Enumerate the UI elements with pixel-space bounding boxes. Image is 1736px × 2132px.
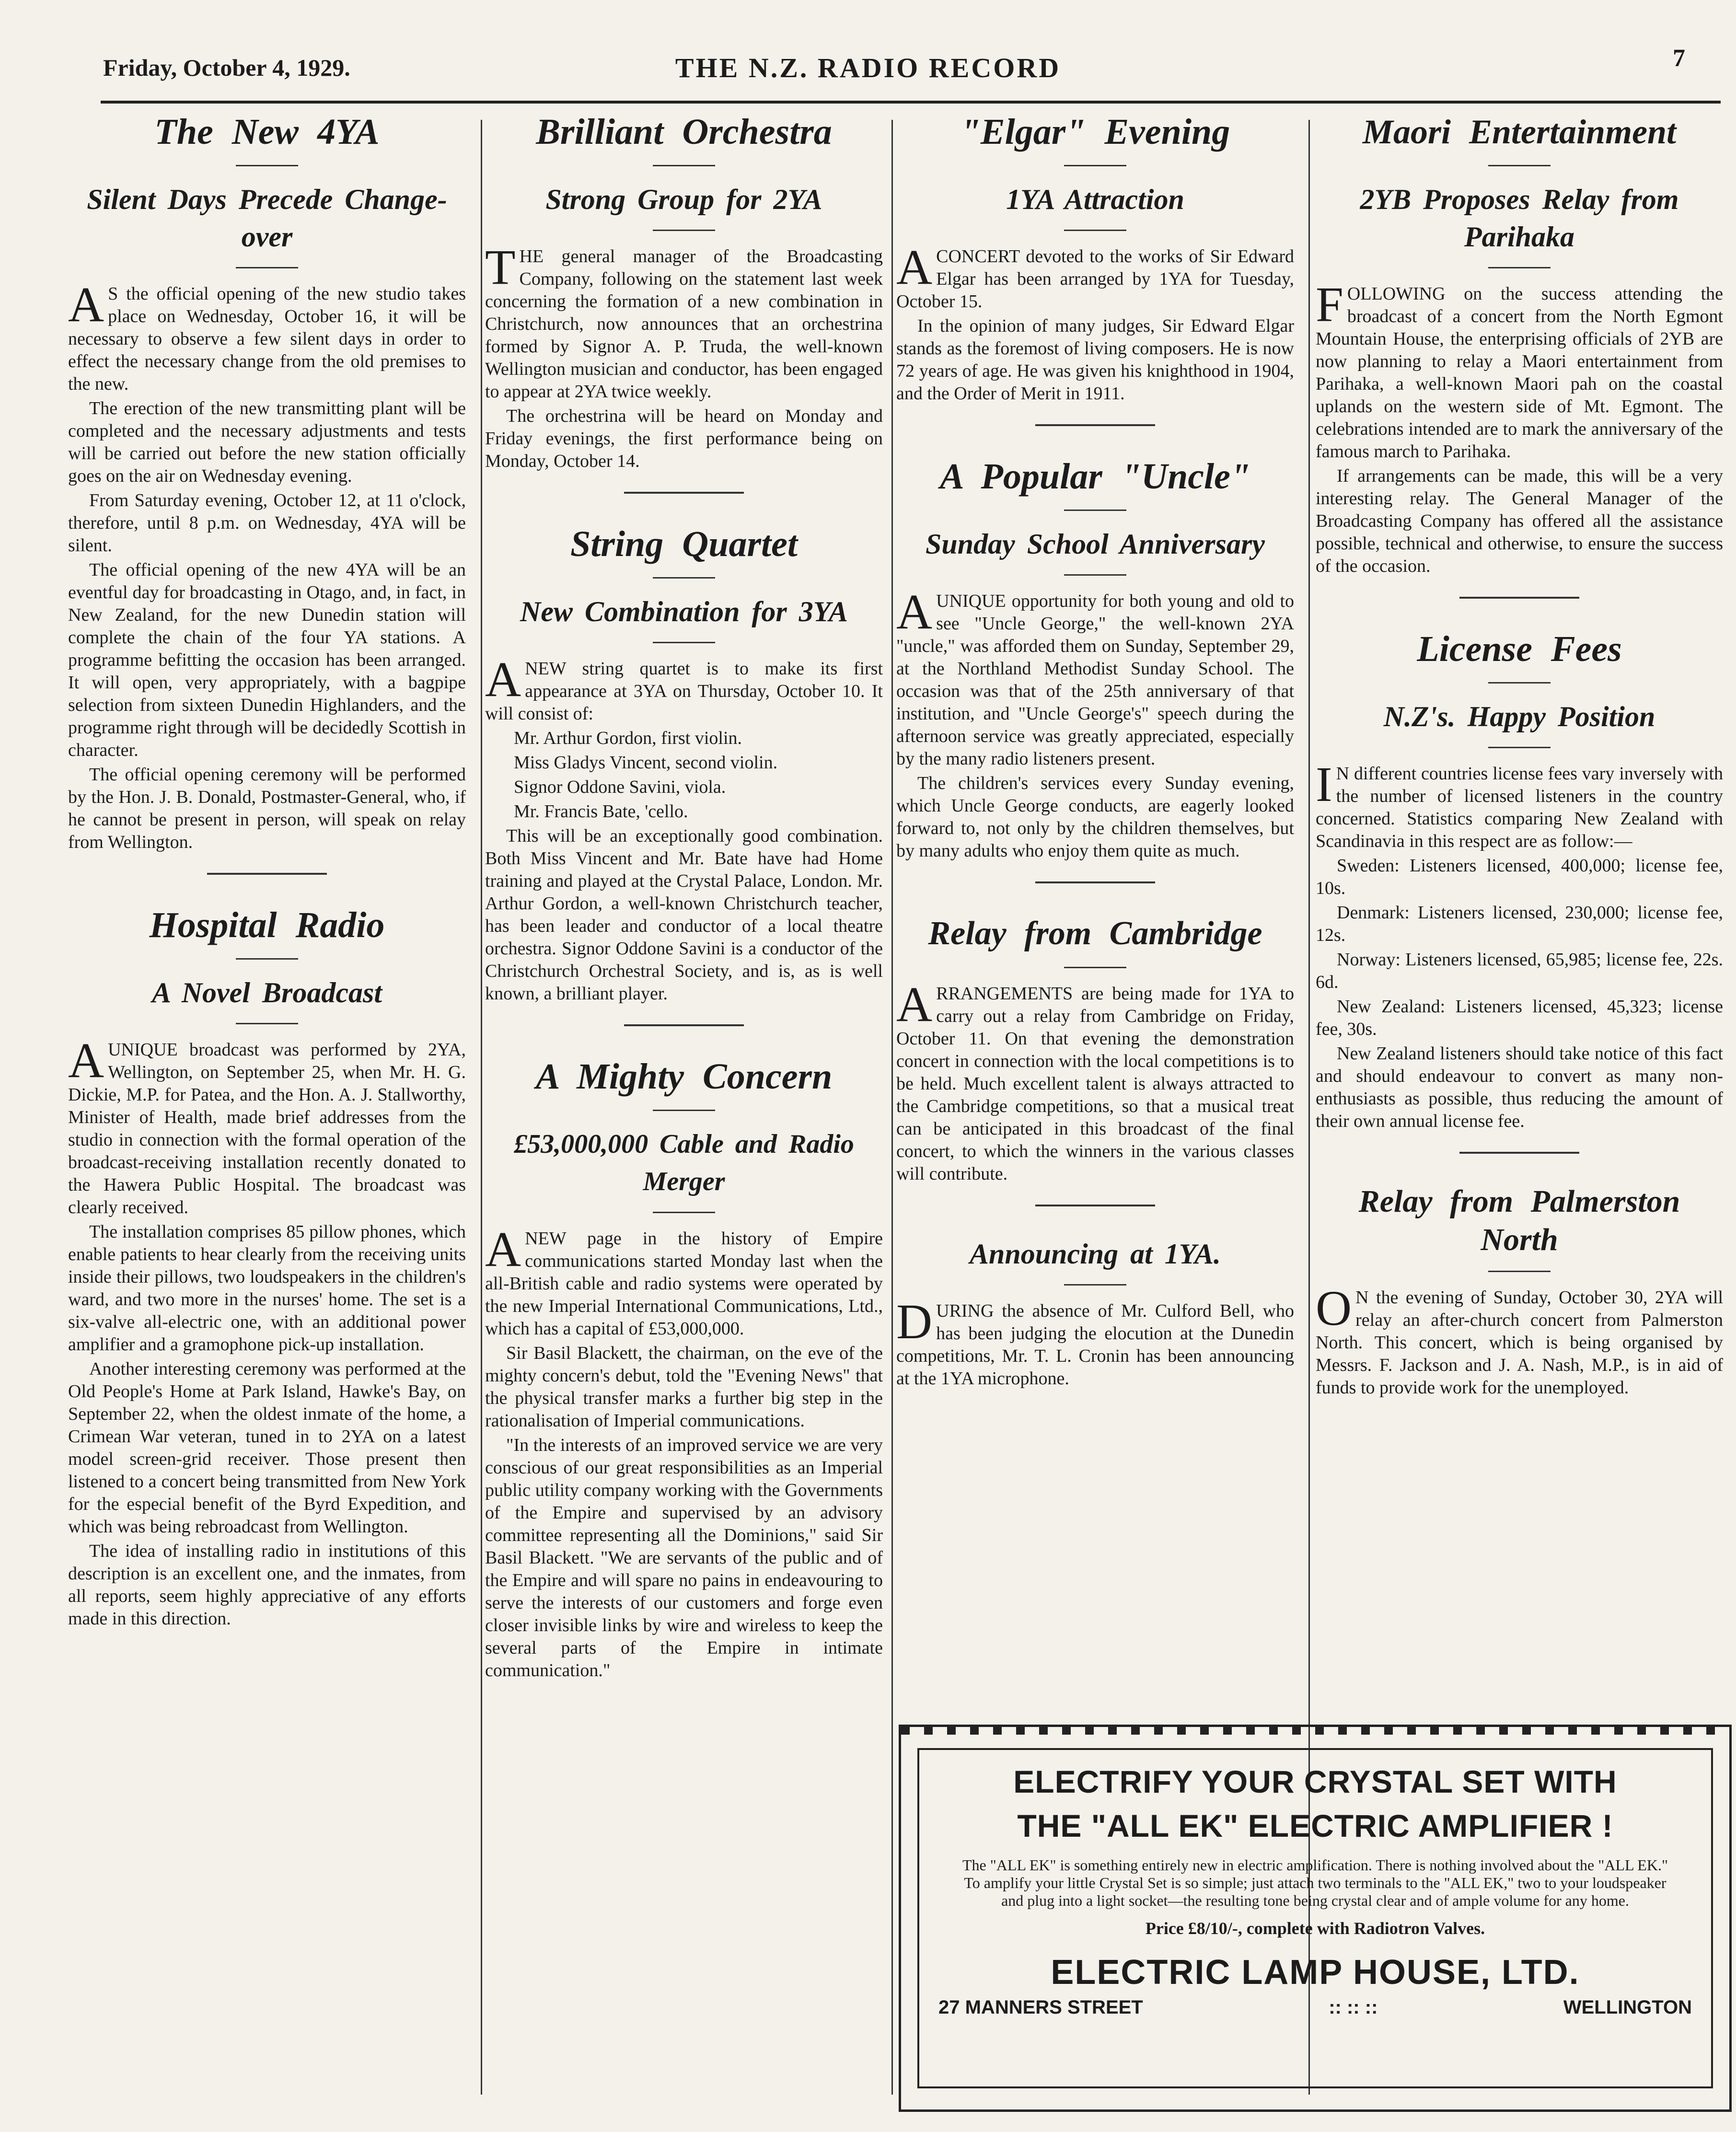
article-brilliant-orchestra	[485, 110, 883, 473]
ad-body: The "ALL EK" is something entirely new in electric amplification. There is nothing involved about the "ALL EK." To amplify your little Crystal Set is so simple; just attach two terminals to the "ALL EK," two to your loudspeaker and plug into a light socket—the resulting tone being crystal clear and of ample volume for any home.	[962, 1856, 1668, 1909]
article-paragraph: The official opening of the new 4YA will be an eventful day for broadcasting in Otago, and, in fact, in New Zealand, for the new Dunedin station will complete the chain of the four YA stations. A programme befitting the occasion has been arranged. It will open, very appropriately, with a bagpipe selection from sixteen Dunedin Highlanders, and the programme right through will be decidedly Scottish in character.	[68, 560, 466, 760]
article-license-fees	[1316, 627, 1723, 1133]
divider	[236, 958, 298, 960]
divider	[1488, 1271, 1551, 1272]
section-separator	[1459, 1152, 1579, 1154]
divider	[653, 642, 715, 643]
masthead-rule	[101, 101, 1721, 104]
article-headline: Announcing at 1YA.	[969, 1238, 1221, 1270]
article-subhead: A Novel Broadcast	[152, 977, 382, 1008]
article-paragraph: I N different countries license fees vary inversely with the number of licensed listeners in the country concerned. Statistics comparing New Zealand with Scandinavia in this respect are as follow:—	[1316, 757, 1723, 851]
divider	[653, 1212, 715, 1213]
article-paragraph: From Saturday evening, October 12, at 11 o'clock, therefore, until 8 p.m. on Wednesday, 4YA will be silent.	[68, 490, 466, 556]
divider	[1488, 747, 1551, 748]
article-headline: Relay from Cambridge	[928, 915, 1262, 952]
section-separator	[207, 873, 327, 875]
advertisement-frame	[917, 1748, 1713, 2088]
drop-cap: T	[485, 240, 516, 295]
article-headline: Maori Entertainment	[1362, 113, 1677, 151]
article-paragraph: ACONCERT devoted to the works of Sir Edward Elgar has been arranged by 1YA for Tuesday, October 15.	[896, 240, 1294, 312]
divider	[236, 1023, 298, 1024]
divider	[236, 165, 298, 166]
article-subhead: Silent Days Precede Change-over	[87, 184, 447, 253]
article-paragraph: A S the official opening of the new studio takes place on Wednesday, October 16, it will be necessary to observe a few silent days in order to effect the necessary change from the old premises to the new.	[68, 277, 466, 394]
article-paragraph: AUNIQUE opportunity for both young and old to see "Uncle George," the well-known 2YA "uncle," was afforded them on Sunday, September 29, at the Northland Methodist Sunday School. The occasion was that of the 25th anniversary of that institution, and "Uncle George's" speech during the afternoon service was greatly appreciated, especially by the many radio listeners present.	[896, 584, 1294, 769]
section-separator	[624, 1024, 744, 1026]
ad-address	[938, 1997, 1692, 2018]
drop-cap: A	[896, 977, 933, 1032]
section-separator	[1035, 1205, 1155, 1206]
drop-cap: A	[896, 584, 933, 639]
ad-street: 27 MANNERS STREET	[938, 1997, 1143, 2018]
divider	[1064, 1284, 1126, 1286]
divider	[236, 267, 298, 268]
quartet-member: Mr. Arthur Gordon, first violin.	[514, 728, 742, 748]
column-rule	[481, 120, 482, 2095]
article-paragraph: The children's services every Sunday evening, which Uncle George conducts, are eagerly looked forward to, not only by the children themselves, but by many adults who enjoy them quite as much.	[896, 773, 1294, 861]
article-headline: String Quartet	[570, 524, 798, 564]
article-headline: Hospital Radio	[149, 905, 385, 945]
article-paragraph: The erection of the new transmitting plant will be completed and the necessary adjustments and tests will be carried out before the new station officially goes on the air on Wednesday evening.	[68, 398, 466, 486]
divider	[1064, 967, 1126, 968]
divider	[1064, 574, 1126, 576]
article-subhead: 2YB Proposes Relay from Parihaka	[1360, 184, 1679, 253]
divider	[1064, 230, 1126, 231]
article-paragraph: ANEW string quartet is to make its first appearance at 3YA on Thursday, October 10. It will consist of:	[485, 652, 883, 724]
article-paragraph: O N the evening of Sunday, October 30, 2YA will relay an after-church concert from Palmerston North. This concert, which is being organised by Messrs. F. Jackson and J. A. Nash, M.P., is in aid of funds to provide work for the unemployed.	[1316, 1281, 1723, 1398]
drop-cap: A	[896, 240, 933, 295]
divider	[1064, 510, 1126, 511]
divider	[653, 165, 715, 166]
article-popular-uncle	[896, 455, 1294, 862]
divider	[653, 1110, 715, 1111]
article-paragraph: "In the interests of an improved service we are very conscious of our great responsibilities as an Imperial public utility company working with the Governments of the Empire and supervised by an advisory committee representing all the Dominions," said Sir Basil Blackett. "We are servants of the public and of the Empire and will spare no pains in endeavouring to serve the interests of our customers and forge even closer invisible links by wire and wireless to keep the several parts of the Empire in intimate communication."	[485, 1435, 883, 1680]
article-paragraph: The installation comprises 85 pillow phones, which enable patients to hear clearly from the receiving units inside their pillows, two loudspeakers in the children's ward, and two more in the nurses' home. The set is a six-valve all-electric one, with an additional power amplifier and a gramophone pick-up installation.	[68, 1222, 466, 1355]
drop-cap: A	[485, 652, 521, 707]
advertisement-all-ek	[899, 1725, 1732, 2112]
article-paragraph: This will be an exceptionally good combination. Both Miss Vincent and Mr. Bate have had Home training and played at the Crystal Palace, London. Mr. Arthur Gordon, a well-known Christchurch teacher, has been leader and conductor of a local theatre orchestra. Signor Oddone Savini is a conductor of the Christchurch Orchestral Society, and is, as is well known, a brilliant player.	[485, 826, 883, 1004]
ad-headline: ELECTRIFY YOUR CRYSTAL SET WITH THE "ALL EK" ELECTRIC AMPLIFIER !	[1013, 1764, 1617, 1843]
article-paragraph: If arrangements can be made, this will be a very interesting relay. The General Manager of the Broadcasting Company has offered all the assistance possible, technical and otherwise, to ensure the success of the occasion.	[1316, 466, 1723, 576]
article-paragraph: Another interesting ceremony was performed at the Old People's Home at Park Island, Hawke's Bay, on September 22, when the oldest inmate of the home, a Crimean War veteran, tuned in to 2YA on a latest model screen-grid receiver. Those present then listened to a concert being transmitted from New York for the especial benefit of the Byrd Expedition, and which was being rebroadcast from Wellington.	[68, 1359, 466, 1537]
article-announcing-1ya	[896, 1235, 1294, 1390]
divider	[1488, 165, 1551, 166]
article-headline: Relay from Palmerston North	[1358, 1184, 1680, 1257]
article-paragraph: DURING the absence of Mr. Culford Bell, who has been judging the elocution at the Dunedin competitions, Mr. T. L. Cronin has been announcing at the 1YA microphone.	[896, 1294, 1294, 1389]
ad-company: ELECTRIC LAMP HOUSE, LTD.	[1051, 1953, 1580, 1992]
section-separator	[1035, 424, 1155, 426]
article-paragraph: ARRANGEMENTS are being made for 1YA to carry out a relay from Cambridge on Friday, October 11. On that evening the demonstration concert in connection with the local competitions is to be held. Much excellent talent is always attracted to the Cambridge competitions, so that a musical treat can be anticipated in this broadcast of the final concert, to which the winners in the various classes will contribute.	[896, 977, 1294, 1184]
article-headline: A Popular "Uncle"	[940, 456, 1250, 497]
issue-date: Friday, October 4, 1929.	[103, 54, 350, 81]
drop-cap: I	[1316, 757, 1332, 812]
quartet-member: Mr. Francis Bate, 'cello.	[514, 801, 688, 822]
ad-city: WELLINGTON	[1563, 1997, 1692, 2018]
article-subhead: Strong Group for 2YA	[545, 184, 822, 215]
article-headline: License Fees	[1417, 629, 1622, 669]
article-paragraph: Sir Basil Blackett, the chairman, on the eve of the mighty concern's debut, told the "Evening News" that the physical transfer marks a further big step in the rationalisation of Imperial communications.	[485, 1343, 883, 1431]
article-headline: "Elgar" Evening	[960, 112, 1230, 152]
drop-cap: A	[485, 1222, 521, 1277]
article-string-quartet	[485, 522, 883, 1005]
divider	[1488, 682, 1551, 684]
section-separator	[624, 492, 744, 494]
article-paragraph: AUNIQUE broadcast was performed by 2YA, Wellington, on September 25, when Mr. H. G. Dickie, M.P. for Patea, and the Hon. A. J. Stallworthy, Minister of Health, made brief addresses from the studio in connection with the formal operation of the broadcast-receiving installation recently donated to the Hawera Public Hospital. The broadcast was clearly received.	[68, 1033, 466, 1217]
masthead	[0, 0, 1736, 110]
article-maori-entertainment	[1316, 110, 1723, 578]
article-subhead: Sunday School Anniversary	[926, 528, 1265, 560]
drop-cap: A	[68, 1033, 104, 1088]
article-subhead: New Combination for 3YA	[520, 596, 848, 627]
divider	[653, 230, 715, 231]
article-paragraph: THE general manager of the Broadcasting Company, following on the statement last week concerning the formation of a new combination in Christchurch, now announces that an orchestrina formed by Signor A. P. Truda, the well-known Wellington musician and conductor, has been engaged to appear at 2YA twice weekly.	[485, 240, 883, 402]
drop-cap: A	[68, 277, 104, 332]
article-paragraph: In the opinion of many judges, Sir Edward Elgar stands as the foremost of living composers. He is now 72 years of age. He was given his knighthood in 1904, and the Order of Merit in 1911.	[896, 316, 1294, 404]
license-stat-new-zealand: New Zealand: Listeners licensed, 45,323; license fee, 30s.	[1316, 996, 1723, 1039]
column-1	[68, 110, 466, 2123]
license-stat-norway: Norway: Listeners licensed, 65,985; license fee, 22s. 6d.	[1316, 950, 1723, 992]
article-headline: Brilliant Orchestra	[536, 112, 832, 152]
article-subhead: £53,000,000 Cable and Radio Merger	[514, 1129, 854, 1196]
article-headline: The New 4YA	[154, 112, 380, 152]
quartet-member: Signor Oddone Savini, viola.	[514, 777, 726, 797]
article-new-4ya	[68, 110, 466, 854]
license-stat-sweden: Sweden: Listeners licensed, 400,000; license fee, 10s.	[1316, 856, 1723, 898]
drop-cap: F	[1316, 277, 1343, 332]
divider	[1064, 165, 1126, 166]
section-separator	[1035, 881, 1155, 883]
article-paragraph: FOLLOWING on the success attending the broadcast of a concert from the North Egmont Mountain House, the enterprising officials of 2YB are now planning to relay a Maori entertainment from Parihaka, a well-known Maori pah on the coastal uplands on the western side of Mt. Egmont. The celebrations intended are to mark the anniversary of the famous march to Parihaka.	[1316, 277, 1723, 462]
article-paragraph: The official opening ceremony will be performed by the Hon. J. B. Donald, Postmaster-General, who, if he cannot be present in person, will speak on relay from Wellington.	[68, 765, 466, 852]
article-paragraph: The idea of installing radio in institutions of this description is an excellent one, and the inmates, from all reports, seem highly appreciative of any efforts made in this direction.	[68, 1541, 466, 1629]
drop-cap: O	[1316, 1281, 1352, 1336]
divider	[1488, 267, 1551, 268]
page-number: 7	[1673, 45, 1685, 72]
article-subhead: 1YA Attraction	[1006, 184, 1184, 215]
quartet-member: Miss Gladys Vincent, second violin.	[514, 753, 778, 773]
article-paragraph: The orchestrina will be heard on Monday and Friday evenings, the first performance being on Monday, October 14.	[485, 406, 883, 471]
article-mighty-concern	[485, 1055, 883, 1682]
section-separator	[1459, 597, 1579, 599]
divider	[653, 577, 715, 579]
article-relay-palmerston	[1316, 1182, 1723, 1399]
ad-separator-dots: :: :: ::	[1329, 1997, 1378, 2018]
article-elgar-evening	[896, 110, 1294, 405]
article-subhead: N.Z's. Happy Position	[1383, 701, 1655, 732]
article-relay-cambridge	[896, 912, 1294, 1185]
article-paragraph: ANEW page in the history of Empire communications started Monday last when the all-British cable and radio systems were operated by the new Imperial International Communications, Ltd., which has a capital of £53,000,000.	[485, 1222, 883, 1339]
column-rule	[891, 120, 893, 2095]
article-headline: A Mighty Concern	[535, 1056, 833, 1097]
drop-cap: D	[896, 1294, 933, 1349]
article-paragraph: New Zealand listeners should take notice of this fact and should endeavour to convert as many non-enthusiasts as possible, thus reducing the amount of their own annual license fee.	[1316, 1043, 1723, 1131]
newspaper-title: THE N.Z. RADIO RECORD	[675, 52, 1061, 83]
license-stat-denmark: Denmark: Listeners licensed, 230,000; license fee, 12s.	[1316, 903, 1723, 945]
column-2	[485, 110, 883, 2123]
article-hospital-radio	[68, 904, 466, 1630]
ad-price: Price £8/10/-, complete with Radiotron Valves.	[1145, 1919, 1485, 1938]
